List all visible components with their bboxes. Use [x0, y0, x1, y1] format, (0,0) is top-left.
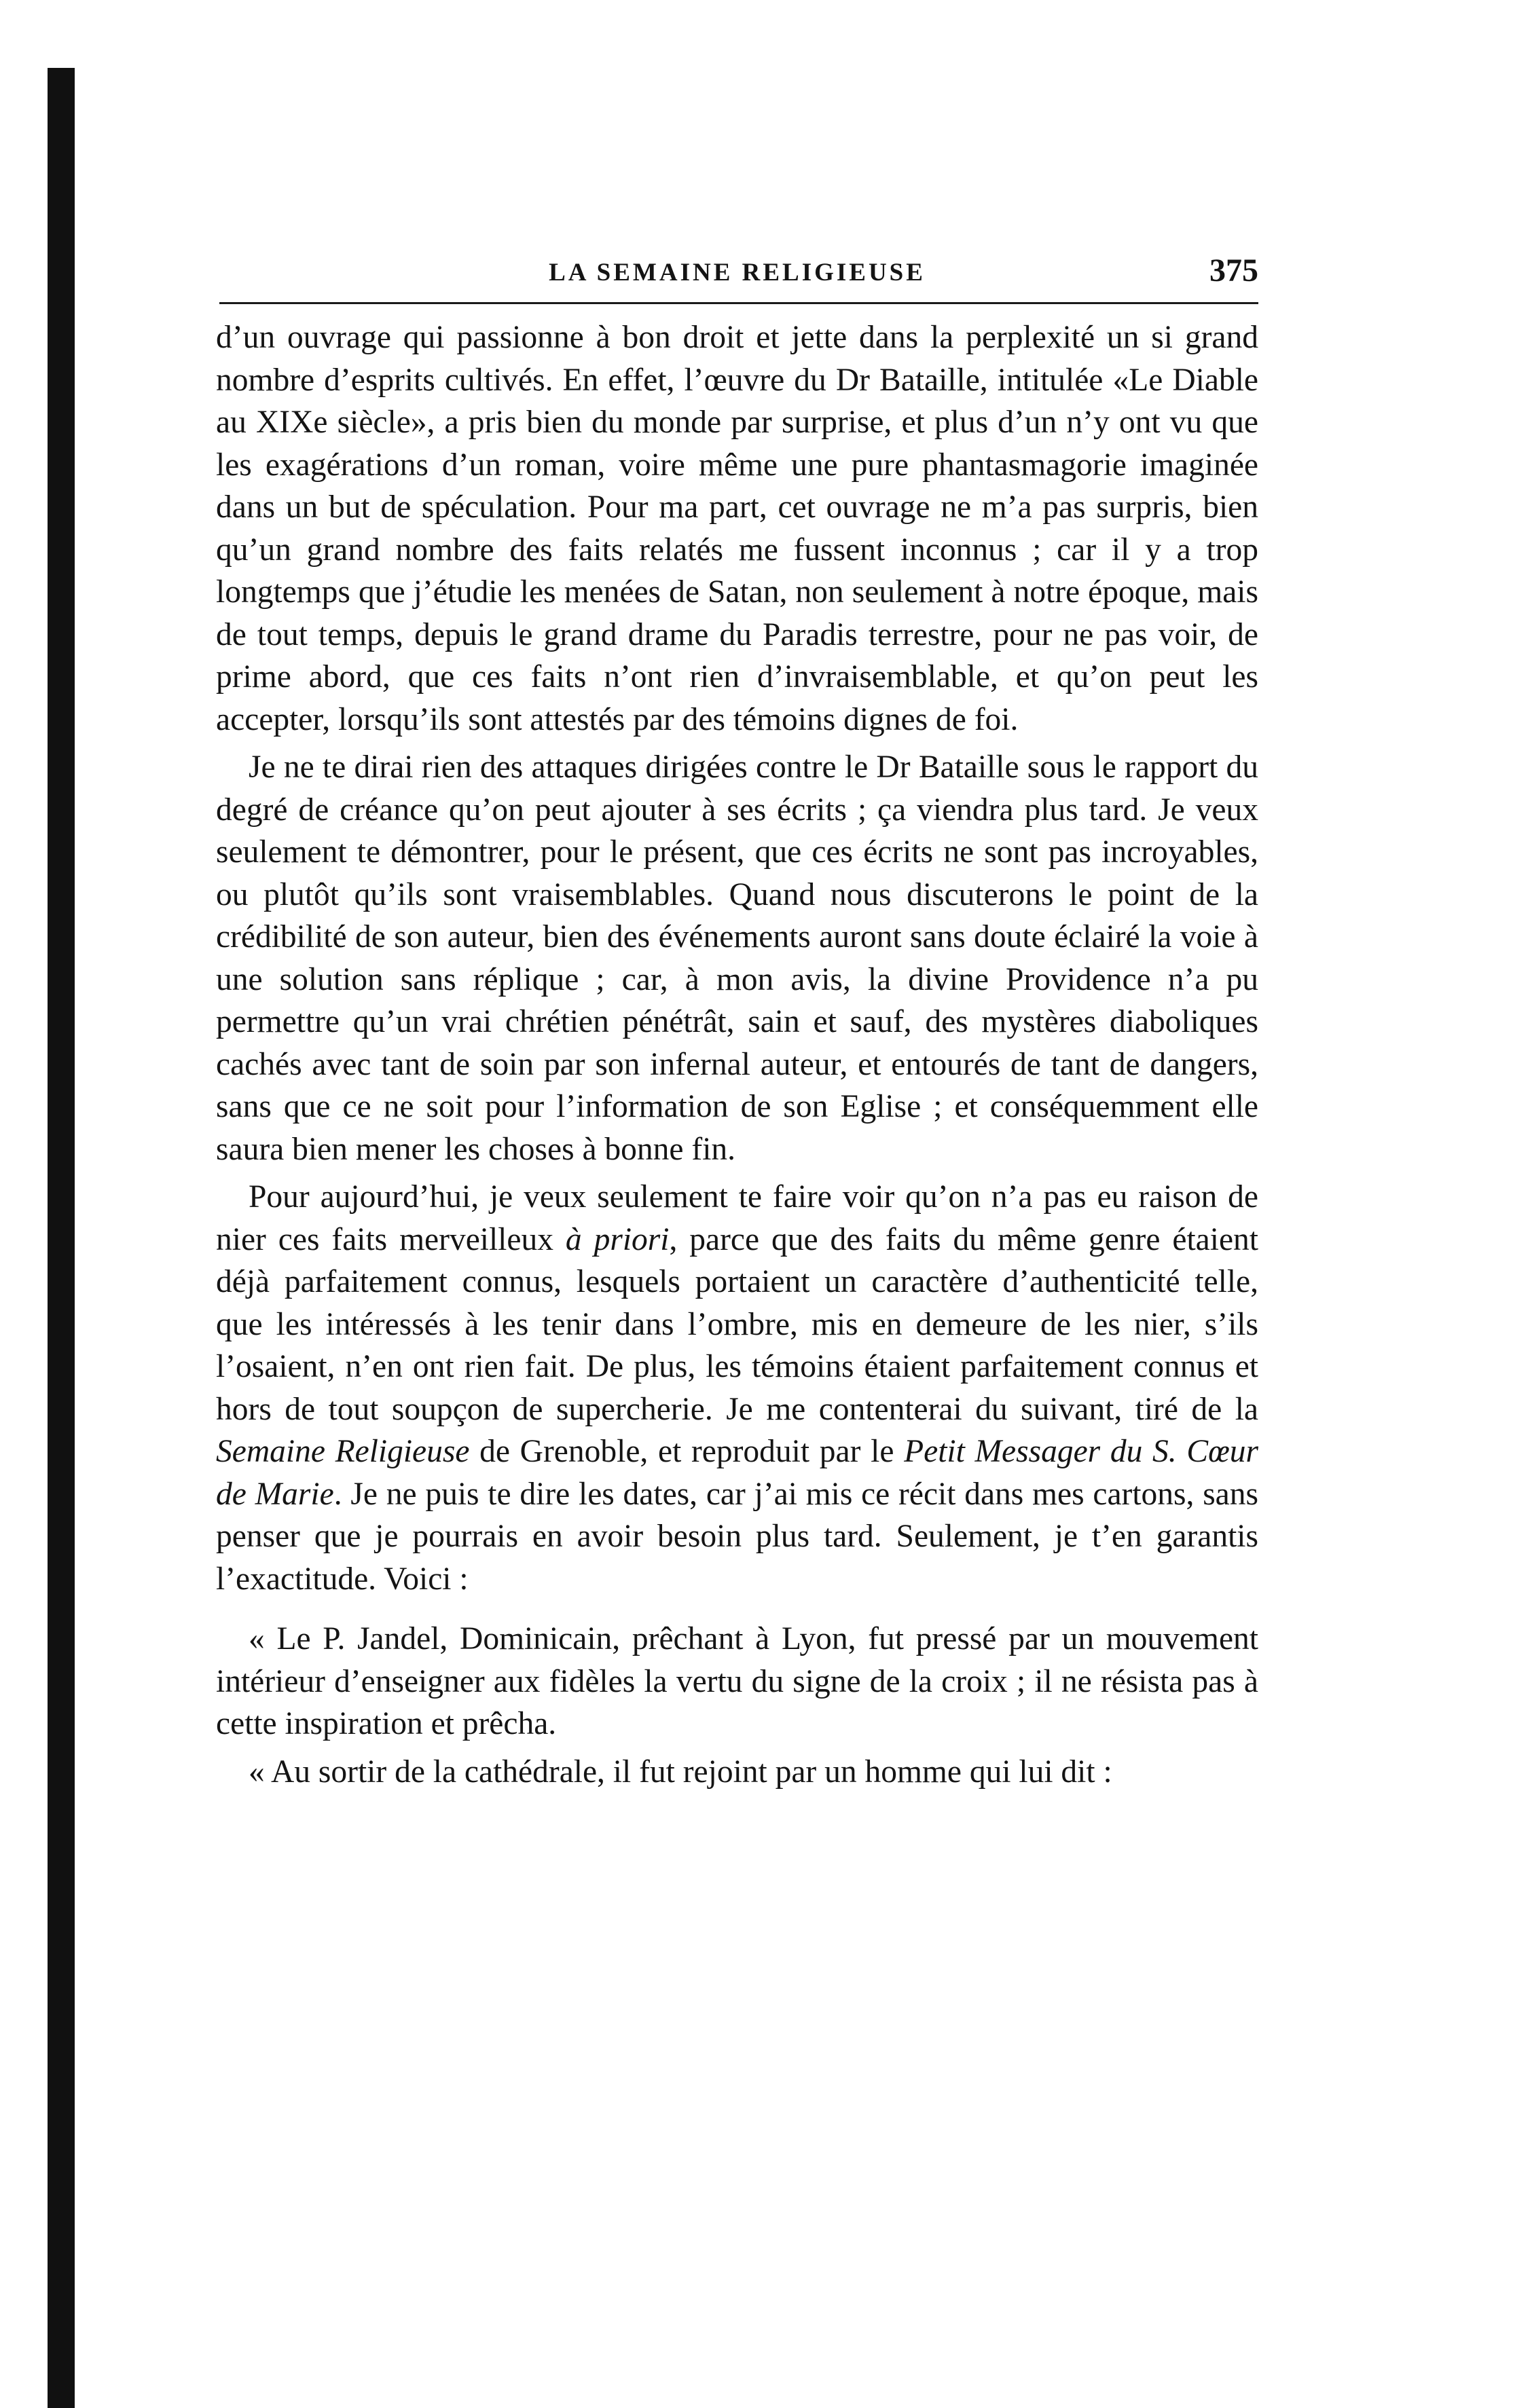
- paragraph-today: [216, 1176, 1258, 1600]
- running-title: LA SEMAINE RELIGIEUSE: [549, 259, 926, 286]
- page-number: 375: [1209, 253, 1258, 289]
- paragraph-today-part-3: de Grenoble, et reproduit par le: [469, 1434, 905, 1469]
- paragraph-today-part-4: . Je ne puis te dire les dates, car j’ai mis ce récit dans mes cartons, sans penser que je pourrais en avoir besoin plus tard. Seulement, je t’en garantis l’exactitude. Voici :: [216, 1476, 1258, 1597]
- running-head: [216, 248, 1258, 302]
- body-text: [216, 316, 1258, 1793]
- paragraph-continuation: d’un ouvrage qui passionne à bon droit et jette dans la perplexité un si grand nombre d’esprits cultivés. En effet, l’œuvre du Dr Bataille, intitulée «Le Diable au XIXe siècle», a pris bien du monde par surprise, et plus d’un n’y ont vu que les exagérations d’un roman, voire même une pure phantasmagorie imaginée dans un but de spéculation. Pour ma part, cet ouvrage ne m’a pas surpris, bien qu’un grand nombre des faits relatés me fussent inconnus ; car il y a trop longtemps que j’étudie les menées de Satan, non seulement à notre époque, mais de tout temps, depuis le grand drame du Paradis terrestre, pour ne pas voir, de prime abord, que ces faits n’ont rien d’invraisemblable, et qu’on peut les accepter, lorsqu’ils sont attestés par des témoins dignes de foi.: [216, 320, 1258, 737]
- paragraph-today-part-1: Pour aujourd’hui, je veux seulement te faire voir qu’on n’a pas eu raison de nier ces faits merveilleux: [216, 1179, 1258, 1257]
- italic-petit-messager: Petit Messager du S. Cœur de Marie: [216, 1434, 1258, 1512]
- quote-paragraph-cathedral: « Au sortir de la cathédrale, il fut rejoint par un homme qui lui dit :: [249, 1754, 1112, 1790]
- paragraph-attacks: Je ne te dirai rien des attaques dirigées contre le Dr Bataille sous le rapport du degré de créance qu’on peut ajouter à ses écrits ; ça viendra plus tard. Je veux seulement te démontrer, pour le présent, que ces écrits ne sont pas incroyables, ou plutôt qu’ils sont vraisemblables. Quand nous discuterons le point de la crédibilité de son auteur, bien des événements auront sans doute éclairé la voie à une solution sans réplique ; car, à mon avis, la divine Providence n’a pu permettre qu’un vrai chrétien pénétrât, sain et sauf, des mystères diaboliques cachés avec tant de soin par son infernal auteur, et entourés de tant de dangers, sans que ce ne soit pour l’information de son Eglise ; et conséquemment elle saura bien mener les choses à bonne fin.: [216, 749, 1258, 1167]
- paragraph-today-part-2: , parce que des faits du même genre étaient déjà parfaitement connus, lesquels portaient un caractère d’authenticité telle, que les intéressés à les tenir dans l’ombre, mis en demeure de les nier, s’ils l’osaient, n’en ont rien fait. De plus, les témoins étaient parfaitement connus et hors de tout soupçon de supercherie. Je me contenterai du suivant, tiré de la: [216, 1221, 1258, 1427]
- italic-semaine-religieuse: Semaine Religieuse: [216, 1434, 470, 1469]
- quote-paragraph-jandel: « Le P. Jandel, Dominicain, prêchant à Lyon, fut pressé par un mouvement intérieur d’enseigner aux fidèles la vertu du signe de la croix ; il ne résista pas à cette inspiration et prêcha.: [216, 1621, 1258, 1741]
- book-page: [216, 248, 1258, 1793]
- header-rule: [219, 302, 1258, 304]
- scan-binding-edge: [48, 68, 75, 2408]
- italic-a-priori: à priori: [565, 1221, 670, 1257]
